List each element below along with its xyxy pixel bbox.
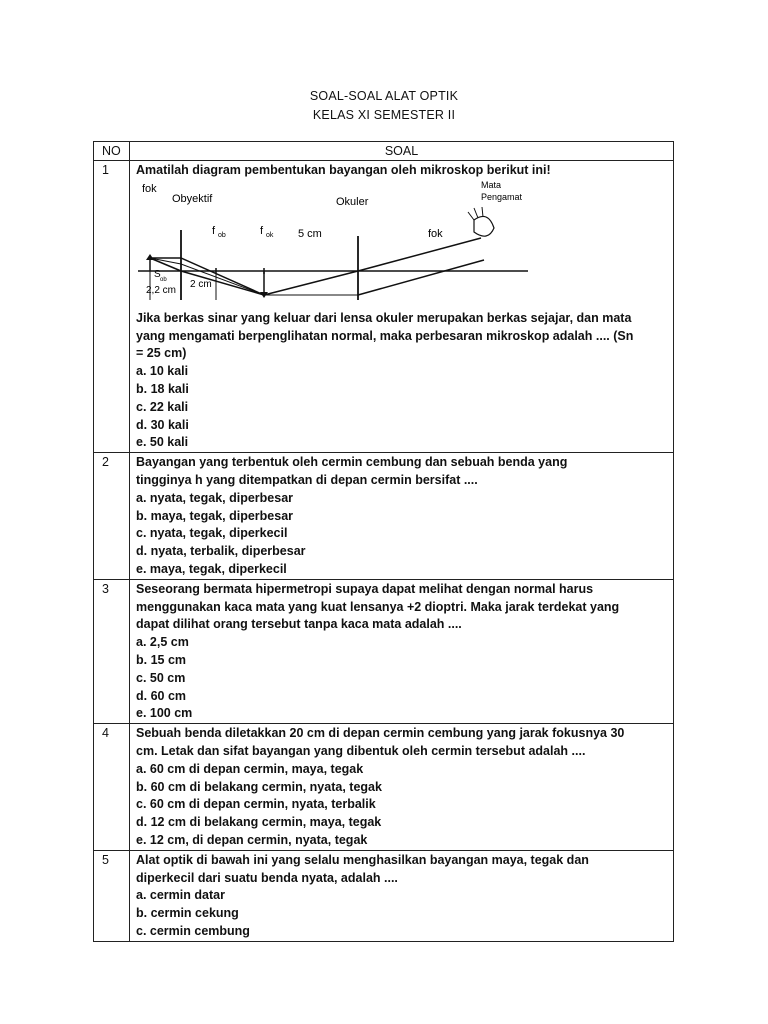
label-sob-sub: ob bbox=[160, 276, 167, 283]
question-text-line: = 25 cm) bbox=[136, 346, 187, 361]
question-text-line: dapat dilihat orang tersebut tanpa kaca mata adalah .... bbox=[136, 617, 462, 632]
answer-option: a. nyata, tegak, diperbesar bbox=[136, 490, 294, 505]
answer-option: a. 10 kali bbox=[136, 364, 189, 379]
question-text-line: tingginya h yang ditempatkan di depan cermin bersifat .... bbox=[136, 472, 478, 487]
question-table bbox=[93, 141, 674, 942]
answer-option: c. 60 cm di depan cermin, nyata, terbalik bbox=[136, 797, 376, 812]
question-text-line: Bayangan yang terbentuk oleh cermin cembung dan sebuah benda yang bbox=[136, 455, 568, 470]
answer-option: b. 18 kali bbox=[136, 381, 189, 396]
question-number: 1 bbox=[94, 161, 130, 453]
answer-option: a. 60 cm di depan cermin, maya, tegak bbox=[136, 761, 364, 776]
document-subtitle: KELAS XI SEMESTER II bbox=[312, 108, 456, 122]
question-content bbox=[130, 724, 674, 851]
question-content bbox=[130, 453, 674, 580]
question-row bbox=[94, 579, 674, 723]
answer-option: d. nyata, terbalik, diperbesar bbox=[136, 544, 306, 559]
answer-option: b. 60 cm di belakang cermin, nyata, tegak bbox=[136, 779, 382, 794]
label-fok-mid-sub: ok bbox=[266, 231, 274, 239]
label-2cm: 2 cm bbox=[190, 278, 212, 290]
question-text-line: yang mengamati berpenglihatan normal, maka perbesaran mikroskop adalah .... (Sn bbox=[136, 328, 634, 343]
table-header-row bbox=[94, 142, 674, 161]
label-fok-mid: f bbox=[260, 224, 264, 237]
label-22cm: 2,2 cm bbox=[146, 284, 177, 296]
answer-option: d. 60 cm bbox=[136, 688, 187, 703]
answer-option: e. 50 kali bbox=[136, 435, 189, 450]
answer-option: d. 12 cm di belakang cermin, maya, tegak bbox=[136, 815, 382, 830]
column-header-soal: SOAL bbox=[130, 142, 674, 161]
label-fob-sub: ob bbox=[218, 231, 226, 239]
eye-icon bbox=[474, 216, 494, 236]
answer-option: d. 30 kali bbox=[136, 417, 189, 432]
question-text-line: menggunakan kaca mata yang kuat lensanya +2 dioptri. Maka jarak terdekat yang bbox=[136, 599, 620, 614]
answer-option: b. 15 cm bbox=[136, 652, 187, 667]
label-sob: S bbox=[154, 268, 161, 280]
label-fok-left: fok bbox=[142, 182, 157, 195]
question-row bbox=[94, 850, 674, 941]
question-content bbox=[130, 579, 674, 723]
question-row bbox=[94, 161, 674, 453]
question-number: 2 bbox=[94, 453, 130, 580]
document-title: SOAL-SOAL ALAT OPTIK bbox=[309, 89, 459, 103]
label-obyektif: Obyektif bbox=[172, 192, 213, 205]
answer-option: a. 2,5 cm bbox=[136, 635, 189, 650]
question-content bbox=[130, 850, 674, 941]
question-text-line: Seseorang bermata hipermetropi supaya dapat melihat dengan normal harus bbox=[136, 581, 594, 596]
question-text-line: Jika berkas sinar yang keluar dari lensa okuler merupakan berkas sejajar, dan mata bbox=[136, 310, 632, 325]
question-text-line: Sebuah benda diletakkan 20 cm di depan cermin cembung yang jarak fokusnya 30 bbox=[136, 726, 625, 741]
label-mata: Mata bbox=[481, 179, 502, 190]
question-content bbox=[130, 161, 674, 453]
question-number: 5 bbox=[94, 850, 130, 941]
answer-option: a. cermin datar bbox=[136, 888, 225, 903]
question-stem: Amatilah diagram pembentukan bayangan oleh mikroskop berikut ini! bbox=[136, 163, 551, 177]
column-header-no: NO bbox=[94, 142, 130, 161]
answer-option: b. cermin cekung bbox=[136, 906, 239, 921]
question-row bbox=[94, 724, 674, 851]
answer-option: c. cermin cembung bbox=[136, 923, 250, 938]
label-fok-right: fok bbox=[428, 227, 443, 240]
question-number: 3 bbox=[94, 579, 130, 723]
question-number: 4 bbox=[94, 724, 130, 851]
question-text-line: cm. Letak dan sifat bayangan yang dibentuk oleh cermin tersebut adalah .... bbox=[136, 743, 586, 758]
answer-option: e. 100 cm bbox=[136, 706, 193, 721]
ray-4 bbox=[264, 271, 358, 295]
question-text-line: Alat optik di bawah ini yang selalu menghasilkan bayangan maya, tegak dan bbox=[136, 852, 589, 867]
answer-option: e. maya, tegak, diperkecil bbox=[136, 561, 287, 576]
answer-option: c. nyata, tegak, diperkecil bbox=[136, 526, 288, 541]
question-row bbox=[94, 453, 674, 580]
question-text-line: diperkecil dari suatu benda nyata, adalah .... bbox=[136, 870, 398, 885]
answer-option: e. 12 cm, di depan cermin, nyata, tegak bbox=[136, 832, 368, 847]
label-fob: f bbox=[212, 224, 216, 237]
answer-option: c. 22 kali bbox=[136, 399, 189, 414]
label-okuler: Okuler bbox=[336, 195, 369, 208]
answer-option: c. 50 cm bbox=[136, 670, 186, 685]
answer-option: b. maya, tegak, diperbesar bbox=[136, 508, 294, 523]
microscope-diagram bbox=[136, 180, 536, 300]
label-pengamat: Pengamat bbox=[481, 191, 523, 202]
label-5cm: 5 cm bbox=[298, 227, 322, 240]
